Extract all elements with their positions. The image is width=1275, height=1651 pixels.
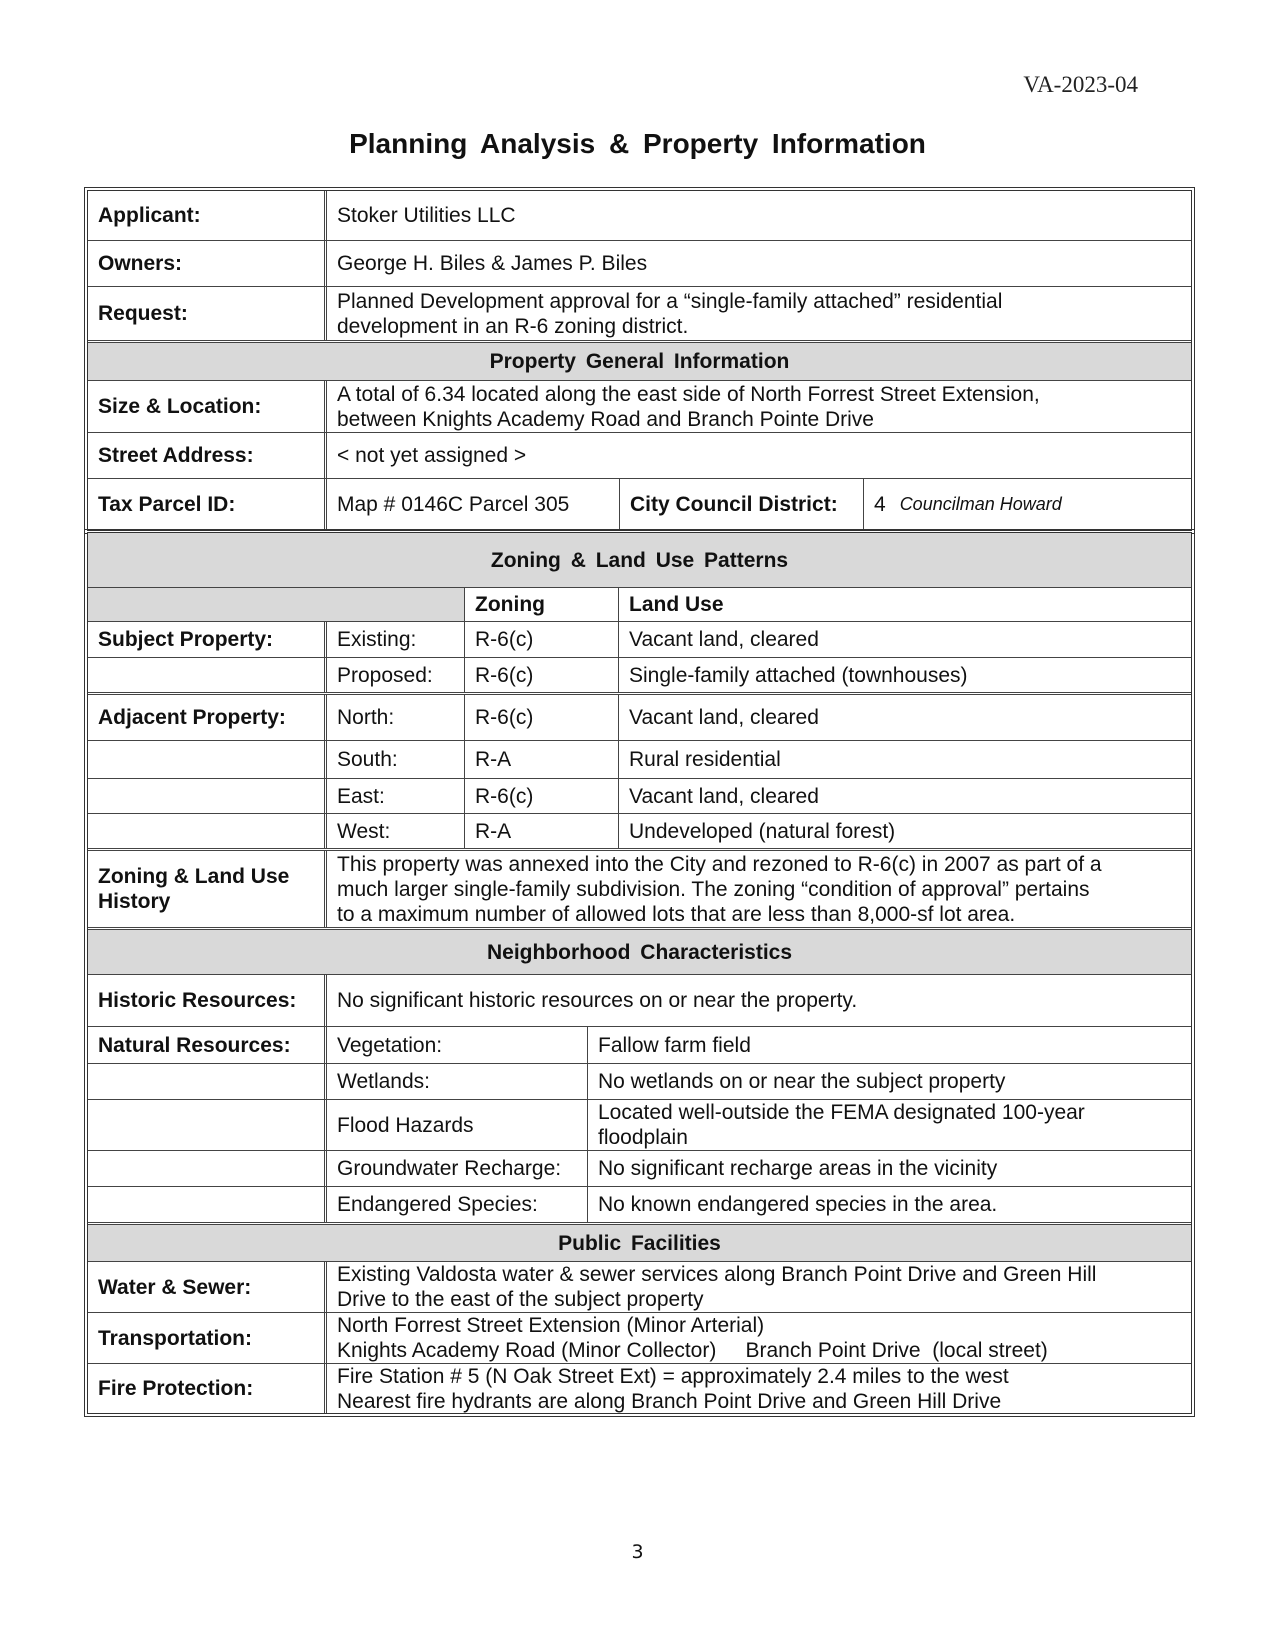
applicant-label: Applicant:: [98, 204, 201, 227]
empty-label-cell: [88, 814, 324, 848]
empty-label-cell: [88, 1151, 324, 1186]
subject-property-label: Subject Property:: [98, 628, 274, 651]
transportation-line: North Forrest Street Extension (Minor Arterial): [337, 1314, 765, 1337]
zoning-column-header: Zoning: [464, 588, 618, 621]
endangered-species-row: [88, 1186, 1191, 1222]
zoning-band: [88, 533, 1191, 587]
zoning-column-header-row: [88, 587, 1191, 621]
transportation-label: Transportation:: [98, 1326, 253, 1350]
street-address-label: Street Address:: [98, 444, 254, 467]
owners-value: George H. Biles & James P. Biles: [324, 241, 1191, 286]
fire-protection-line: Nearest fire hydrants are along Branch Point Drive and Green Hill Drive: [337, 1389, 1002, 1413]
zoning-cell: R-6(c): [464, 779, 618, 813]
zoning-cell: R-A: [464, 814, 618, 848]
direction-cell: West:: [324, 814, 464, 848]
request-line: Planned Development approval for a “single-family attached” residential: [337, 289, 1003, 313]
applicant-row: [88, 191, 1191, 240]
page-number: 3: [631, 1541, 644, 1563]
size-location-label: Size & Location:: [98, 395, 262, 418]
property-info-table: [84, 187, 1195, 534]
zoning-heading: Zoning & Land Use Patterns: [88, 533, 1191, 587]
adjacent-north-row: [88, 692, 1191, 740]
water-sewer-row: [88, 1261, 1191, 1312]
empty-label-cell: [88, 1064, 324, 1099]
page-title: Planning Analysis & Property Information: [349, 128, 926, 159]
request-label: Request:: [98, 302, 188, 325]
direction-cell: East:: [324, 779, 464, 813]
zoning-history-text: [324, 851, 1191, 927]
council-district-value: [863, 479, 1191, 530]
zoning-history-label-line: History: [98, 890, 171, 913]
zoning-cell: R-6(c): [464, 622, 618, 657]
transportation-value: [324, 1313, 1191, 1363]
fire-protection-value: [324, 1364, 1191, 1413]
zoning-cell: R-6(c): [464, 695, 618, 740]
vegetation-row: [88, 1026, 1191, 1063]
adjacent-west-row: [88, 813, 1191, 848]
street-address-value: < not yet assigned >: [324, 433, 1191, 478]
land-use-cell: Rural residential: [618, 741, 1191, 778]
historic-resources-value: No significant historic resources on or near the property.: [324, 975, 1191, 1026]
fire-protection-row: [88, 1363, 1191, 1413]
resource-item-cell: Flood Hazards: [324, 1100, 587, 1150]
fire-protection-label: Fire Protection:: [98, 1377, 254, 1400]
resource-value-cell: [587, 1100, 1191, 1150]
land-use-column-header: Land Use: [618, 588, 1191, 621]
adjacent-property-label: Adjacent Property:: [98, 706, 286, 729]
general-info-heading: Property General Information: [88, 343, 1191, 380]
water-sewer-value: [324, 1262, 1191, 1312]
document-id: VA-2023-04: [1023, 72, 1138, 97]
empty-label-cell: [88, 779, 324, 813]
land-use-cell: Single-family attached (townhouses): [618, 658, 1191, 692]
adjacent-south-row: [88, 740, 1191, 778]
public-facilities-band: [88, 1222, 1191, 1261]
size-location-line: A total of 6.34 located along the east side of North Forrest Street Extension,: [337, 382, 1040, 406]
tax-parcel-value: Map # 0146C Parcel 305: [324, 479, 619, 530]
resource-item-cell: Endangered Species:: [324, 1187, 587, 1222]
council-member-name: Councilman Howard: [899, 494, 1062, 514]
public-facilities-heading: Public Facilities: [88, 1225, 1191, 1261]
tax-parcel-row: [88, 478, 1191, 530]
direction-cell: South:: [324, 741, 464, 778]
land-use-cell: Undeveloped (natural forest): [618, 814, 1191, 848]
zoning-blank-header: [88, 588, 464, 621]
zoning-table: [84, 529, 1195, 1417]
flood-hazards-row: [88, 1099, 1191, 1150]
size-location-row: [88, 380, 1191, 432]
street-address-row: [88, 432, 1191, 478]
historic-resources-label: Historic Resources:: [98, 989, 297, 1012]
resource-value-line: Located well-outside the FEMA designated 100-year: [598, 1101, 1085, 1124]
direction-cell: Proposed:: [324, 658, 464, 692]
resource-value-cell: No significant recharge areas in the vicinity: [587, 1151, 1191, 1186]
transportation-row: [88, 1312, 1191, 1363]
transportation-line: Knights Academy Road (Minor Collector) Branch Point Drive (local street): [337, 1339, 1048, 1362]
zoning-history-line: This property was annexed into the City and rezoned to R-6(c) in 2007 as part of a: [337, 852, 1102, 876]
council-district-label: City Council District:: [619, 479, 863, 530]
zoning-cell: R-A: [464, 741, 618, 778]
request-value: [324, 287, 1191, 340]
owners-label: Owners:: [98, 252, 183, 275]
request-line: development in an R-6 zoning district.: [337, 314, 689, 338]
empty-label-cell: [88, 658, 324, 692]
subject-proposed-row: [88, 657, 1191, 692]
subject-existing-row: [88, 621, 1191, 657]
direction-cell: Existing:: [324, 622, 464, 657]
zoning-history-line: to a maximum number of allowed lots that are less than 8,000-sf lot area.: [337, 902, 1016, 926]
neighborhood-band: [88, 927, 1191, 974]
historic-resources-row: [88, 974, 1191, 1026]
resource-item-cell: Vegetation:: [324, 1027, 587, 1063]
land-use-cell: Vacant land, cleared: [618, 622, 1191, 657]
size-location-value: [324, 381, 1191, 432]
water-sewer-label: Water & Sewer:: [98, 1275, 252, 1299]
resource-value-cell: No wetlands on or near the subject property: [587, 1064, 1191, 1099]
wetlands-row: [88, 1063, 1191, 1099]
neighborhood-heading: Neighborhood Characteristics: [88, 930, 1191, 974]
tax-parcel-label: Tax Parcel ID:: [98, 493, 236, 516]
size-location-line: between Knights Academy Road and Branch Pointe Drive: [337, 407, 874, 431]
applicant-value: Stoker Utilities LLC: [324, 191, 1191, 240]
general-info-band: [88, 340, 1191, 380]
resource-value-cell: Fallow farm field: [587, 1027, 1191, 1063]
zoning-history-line: much larger single-family subdivision. The zoning “condition of approval” pertains: [337, 877, 1090, 901]
empty-label-cell: [88, 1187, 324, 1222]
owners-row: [88, 240, 1191, 286]
zoning-history-label-line: Zoning & Land Use: [98, 865, 290, 888]
empty-label-cell: [88, 1100, 324, 1150]
fire-protection-line: Fire Station # 5 (N Oak Street Ext) = approximately 2.4 miles to the west: [337, 1364, 1009, 1388]
empty-label-cell: [88, 741, 324, 778]
land-use-cell: Vacant land, cleared: [618, 779, 1191, 813]
direction-cell: North:: [324, 695, 464, 740]
land-use-cell: Vacant land, cleared: [618, 695, 1191, 740]
council-district-number: 4: [874, 493, 886, 516]
request-row: [88, 286, 1191, 340]
zoning-history-label: [88, 851, 324, 927]
resource-item-cell: Groundwater Recharge:: [324, 1151, 587, 1186]
groundwater-row: [88, 1150, 1191, 1186]
resource-item-cell: Wetlands:: [324, 1064, 587, 1099]
zoning-history-row: [88, 848, 1191, 927]
water-sewer-line: Drive to the east of the subject property: [337, 1288, 704, 1311]
zoning-cell: R-6(c): [464, 658, 618, 692]
resource-value-cell: No known endangered species in the area.: [587, 1187, 1191, 1222]
water-sewer-line: Existing Valdosta water & sewer services along Branch Point Drive and Green Hill: [337, 1263, 1097, 1286]
natural-resources-label: Natural Resources:: [98, 1033, 291, 1057]
adjacent-east-row: [88, 778, 1191, 813]
resource-value-line: floodplain: [598, 1126, 688, 1149]
